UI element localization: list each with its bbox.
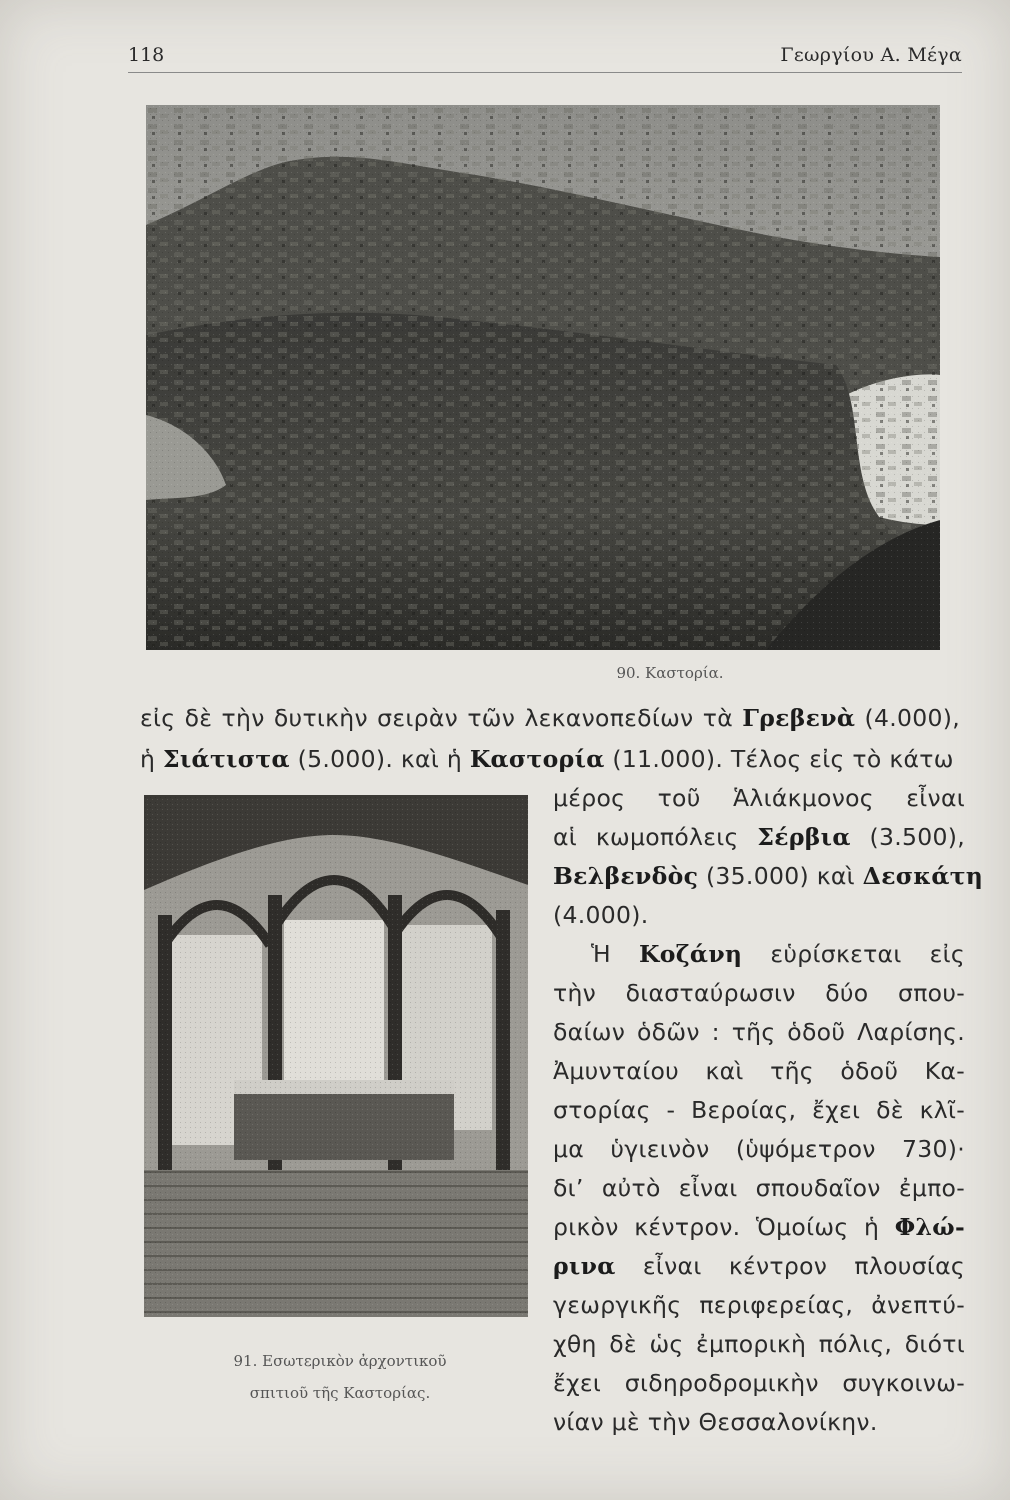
figure-91-caption-line1: 91. Εσωτερικὸν ἀρχοντικοῦ bbox=[233, 1352, 447, 1370]
body-line-19: νίαν μὲ τὴν Θεσσαλονίκην. bbox=[553, 1408, 878, 1436]
body-line-2: ἡ Σιάτιστα (5.000). καὶ ἡ Καστορία (11.000). Τέλος εἰς τὸ κάτω bbox=[140, 745, 954, 773]
body-line-15: ρινα εἶναι κέντρον πλουσίας bbox=[553, 1252, 965, 1280]
body-line-8: τὴν διασταύρωσιν δύο σπου- bbox=[553, 979, 965, 1007]
figure-90-caption: 90. Καστορία. bbox=[616, 664, 724, 682]
body-line-10: Ἀμυνταίου καὶ τῆς ὁδοῦ Κα- bbox=[553, 1057, 965, 1085]
body-line-3: μέρος τοῦ Ἁλιάκμονος εἶναι bbox=[553, 784, 965, 812]
body-line-4: αἱ κωμοπόλεις Σέρβια (3.500), bbox=[553, 823, 965, 851]
body-line-14: ρικὸν κέντρον. Ὁμοίως ἡ Φλώ- bbox=[553, 1213, 965, 1241]
body-line-5: Βελβενδὸς (35.000) καὶ Δεσκάτη bbox=[553, 862, 984, 890]
figure-91-caption bbox=[180, 1345, 500, 1409]
figure-91-caption-line2: σπιτιοῦ τῆς Καστορίας. bbox=[249, 1384, 431, 1402]
body-line-1: εἰς δὲ τὴν δυτικὴν σειρὰν τῶν λεκανοπεδίων τὰ Γρεβενὰ (4.000), bbox=[140, 704, 960, 732]
body-line-7: Ἡ Κοζάνη εὑρίσκεται εἰς bbox=[591, 940, 966, 968]
body-line-13: δι’ αὐτὸ εἶναι σπουδαῖον ἐμπο- bbox=[553, 1174, 965, 1202]
body-line-18: ἔχει σιδηροδρομικὴν συγκοινω- bbox=[553, 1369, 965, 1397]
running-head: Γεωργίου Α. Μέγα bbox=[780, 44, 962, 66]
body-line-6: (4.000). bbox=[553, 901, 649, 929]
page-number: 118 bbox=[128, 44, 165, 66]
mansion-interior-photo bbox=[144, 795, 528, 1317]
body-line-16: γεωργικῆς περιφερείας, ἀνεπτύ- bbox=[553, 1291, 965, 1319]
kastoria-photo bbox=[146, 105, 940, 650]
body-line-9: δαίων ὁδῶν : τῆς ὁδοῦ Λαρίσης. bbox=[553, 1018, 965, 1046]
header-rule bbox=[128, 72, 962, 73]
body-line-11: στορίας - Βεροίας, ἔχει δὲ κλῖ- bbox=[553, 1096, 965, 1124]
page-header bbox=[128, 40, 962, 74]
body-line-17: χθη δὲ ὡς ἐμπορικὴ πόλις, διότι bbox=[553, 1330, 965, 1358]
body-line-12: μα ὑγιεινὸν (ὑψόμετρον 730)· bbox=[553, 1135, 965, 1163]
